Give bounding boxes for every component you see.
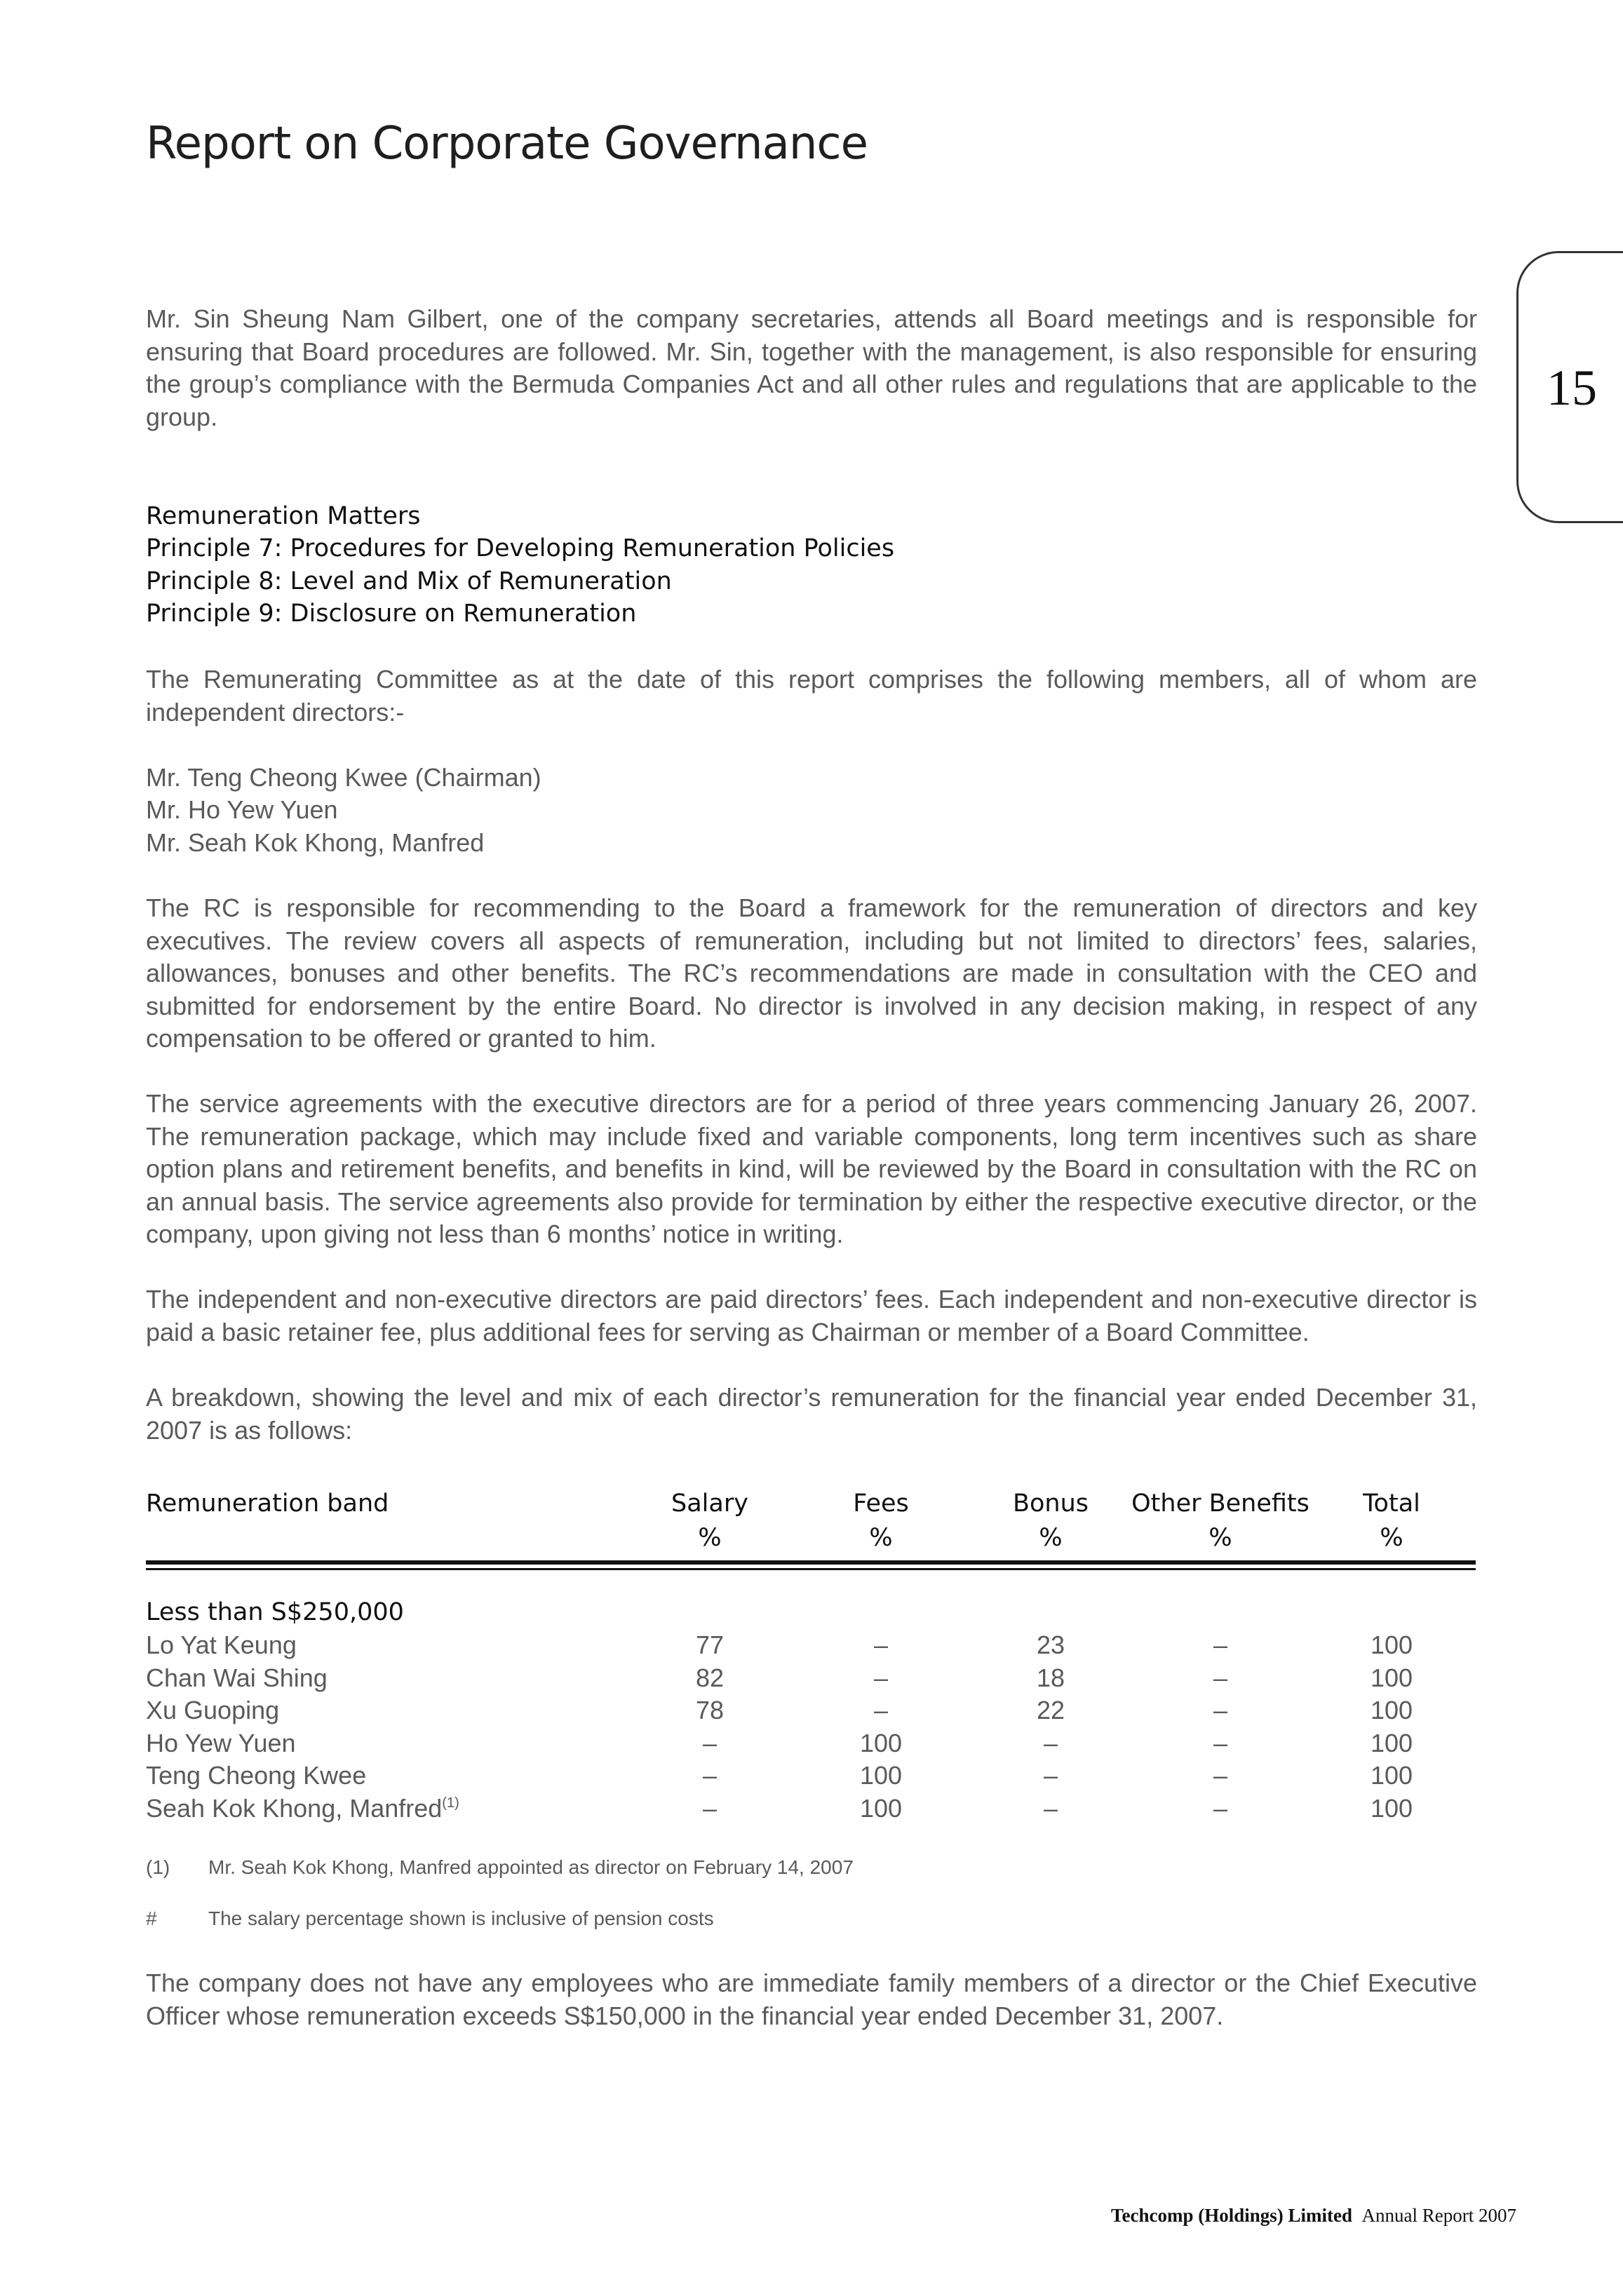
unit-salary: % xyxy=(698,1524,722,1552)
committee-paragraph: The Remunerating Committee as at the date of this report comprises the following members, all of whom are independent directors:- xyxy=(146,665,1477,727)
footer-report: Annual Report 2007 xyxy=(1361,2205,1516,2226)
cell-bonus: – xyxy=(1043,1793,1058,1823)
table-row-name xyxy=(146,1630,297,1660)
footnote-reference: (1) xyxy=(442,1795,459,1811)
section-heading: Remuneration Matters xyxy=(146,502,421,530)
cell-bonus: – xyxy=(1043,1761,1058,1790)
cell-bonus: 22 xyxy=(1036,1696,1065,1724)
director-name: Xu Guoping xyxy=(146,1696,280,1724)
intro-paragraph: Mr. Sin Sheung Nam Gilbert, one of the company secretaries, attends all Board meetings and is responsible for ensuring that Board procedures are followed. Mr. Sin, together with the management, is also responsible for ensuring the group’s compliance with the Bermuda Companies Act and all other rules and regulations that are applicable to the group. xyxy=(146,304,1477,431)
header-fees: Fees xyxy=(853,1490,909,1518)
cell-fees: 100 xyxy=(859,1761,903,1790)
table-row-name xyxy=(146,1729,296,1758)
director-name: Lo Yat Keung xyxy=(146,1630,297,1659)
cell-total: 100 xyxy=(1370,1630,1413,1659)
section-heading: Principle 8: Level and Mix of Remuneration xyxy=(146,567,672,595)
section-heading: Principle 7: Procedures for Developing Remuneration Policies xyxy=(146,534,895,562)
director-name: Teng Cheong Kwee xyxy=(146,1761,367,1790)
table-row-name xyxy=(146,1663,328,1693)
cell-other: – xyxy=(1213,1728,1228,1757)
cell-bonus: 23 xyxy=(1036,1630,1065,1659)
header-salary: Salary xyxy=(671,1490,748,1518)
footnote-mark: # xyxy=(146,1907,157,1929)
page-number: 15 xyxy=(1547,360,1597,416)
closing-paragraph: The company does not have any employees who are immediate family members of a director or the Chief Executive Officer whose remuneration exceeds S$150,000 in the financial year ended December 31, 2007. xyxy=(146,1969,1477,2030)
cell-salary: – xyxy=(702,1761,718,1790)
cell-total: 100 xyxy=(1370,1793,1413,1823)
committee-member: Mr. Ho Yew Yuen xyxy=(146,795,338,824)
unit-total: % xyxy=(1380,1524,1403,1552)
footer-company: Techcomp (Holdings) Limited xyxy=(1110,2205,1353,2226)
header-total: Total xyxy=(1363,1490,1420,1518)
cell-salary: – xyxy=(702,1793,718,1823)
director-name: Seah Kok Khong, Manfred xyxy=(146,1793,443,1823)
section-heading: Principle 9: Disclosure on Remuneration xyxy=(146,600,637,628)
cell-other: – xyxy=(1213,1663,1228,1692)
cell-salary: 77 xyxy=(695,1630,725,1659)
table-row-name xyxy=(146,1794,459,1823)
body-paragraph: The independent and non-executive directors are paid directors’ fees. Each independent and non-executive director is paid a basic retainer fee, plus additional fees for serving as Chairman or member of a Board Committee. xyxy=(146,1285,1477,1346)
unit-fees: % xyxy=(869,1524,893,1552)
body-paragraph: A breakdown, showing the level and mix of each director’s remuneration for the financial year ended December 31, 2007 is as follows: xyxy=(146,1383,1477,1445)
cell-other: – xyxy=(1213,1793,1228,1823)
cell-salary: 82 xyxy=(695,1663,725,1692)
committee-member: Mr. Teng Cheong Kwee (Chairman) xyxy=(146,763,541,792)
table-rule-thin xyxy=(146,1568,1476,1570)
director-name: Ho Yew Yuen xyxy=(146,1728,296,1757)
cell-fees: 100 xyxy=(859,1728,903,1757)
committee-member: Mr. Seah Kok Khong, Manfred xyxy=(146,828,485,857)
band-label: Less than S$250,000 xyxy=(146,1598,404,1626)
table-row-name xyxy=(146,1761,366,1790)
body-paragraph: The service agreements with the executive directors are for a period of three years commencing January 26, 2007. The remuneration package, which may include fixed and variable components, long term incentives such as share option plans and retirement benefits, and benefits in kind, will be reviewed by the Board in consultation with the RC on an annual basis. The service agreements also provide for termination by either the respective executive director, or the company, upon giving not less than 6 months’ notice in writing. xyxy=(146,1089,1477,1248)
cell-salary: 78 xyxy=(695,1696,725,1724)
body-paragraph: The RC is responsible for recommending to the Board a framework for the remuneration of directors and key executives. The review covers all aspects of remuneration, including but not limited to directors’ fees, salaries, allowances, bonuses and other benefits. The RC’s recommendations are made in consultation with the CEO and submitted for endorsement by the entire Board. No director is involved in any decision making, in respect of any compensation to be offered or granted to him. xyxy=(146,893,1477,1053)
cell-bonus: – xyxy=(1043,1728,1058,1757)
cell-fees: – xyxy=(873,1696,889,1724)
cell-other: – xyxy=(1213,1630,1228,1659)
cell-fees: – xyxy=(873,1663,889,1692)
cell-total: 100 xyxy=(1370,1728,1413,1757)
unit-other-benefits: % xyxy=(1208,1524,1232,1552)
cell-other: – xyxy=(1213,1696,1228,1724)
footnote-mark: (1) xyxy=(146,1856,170,1878)
page-title: Report on Corporate Governance xyxy=(146,118,868,170)
header-remuneration-band: Remuneration band xyxy=(146,1490,389,1518)
page-footer xyxy=(1111,2205,1516,2227)
cell-total: 100 xyxy=(1370,1761,1413,1790)
cell-total: 100 xyxy=(1370,1696,1413,1724)
header-bonus: Bonus xyxy=(1012,1490,1089,1518)
cell-total: 100 xyxy=(1370,1663,1413,1692)
cell-bonus: 18 xyxy=(1036,1663,1065,1692)
cell-fees: – xyxy=(873,1630,889,1659)
cell-fees: 100 xyxy=(859,1793,903,1823)
table-row-name xyxy=(146,1696,279,1725)
unit-bonus: % xyxy=(1039,1524,1063,1552)
footnote-text: The salary percentage shown is inclusive of pension costs xyxy=(208,1907,714,1929)
header-other-benefits: Other Benefits xyxy=(1131,1490,1309,1518)
director-name: Chan Wai Shing xyxy=(146,1663,328,1692)
cell-other: – xyxy=(1213,1761,1228,1790)
cell-salary: – xyxy=(702,1728,718,1757)
footnote-text: Mr. Seah Kok Khong, Manfred appointed as director on February 14, 2007 xyxy=(208,1856,854,1878)
table-rule-thick xyxy=(146,1560,1476,1565)
